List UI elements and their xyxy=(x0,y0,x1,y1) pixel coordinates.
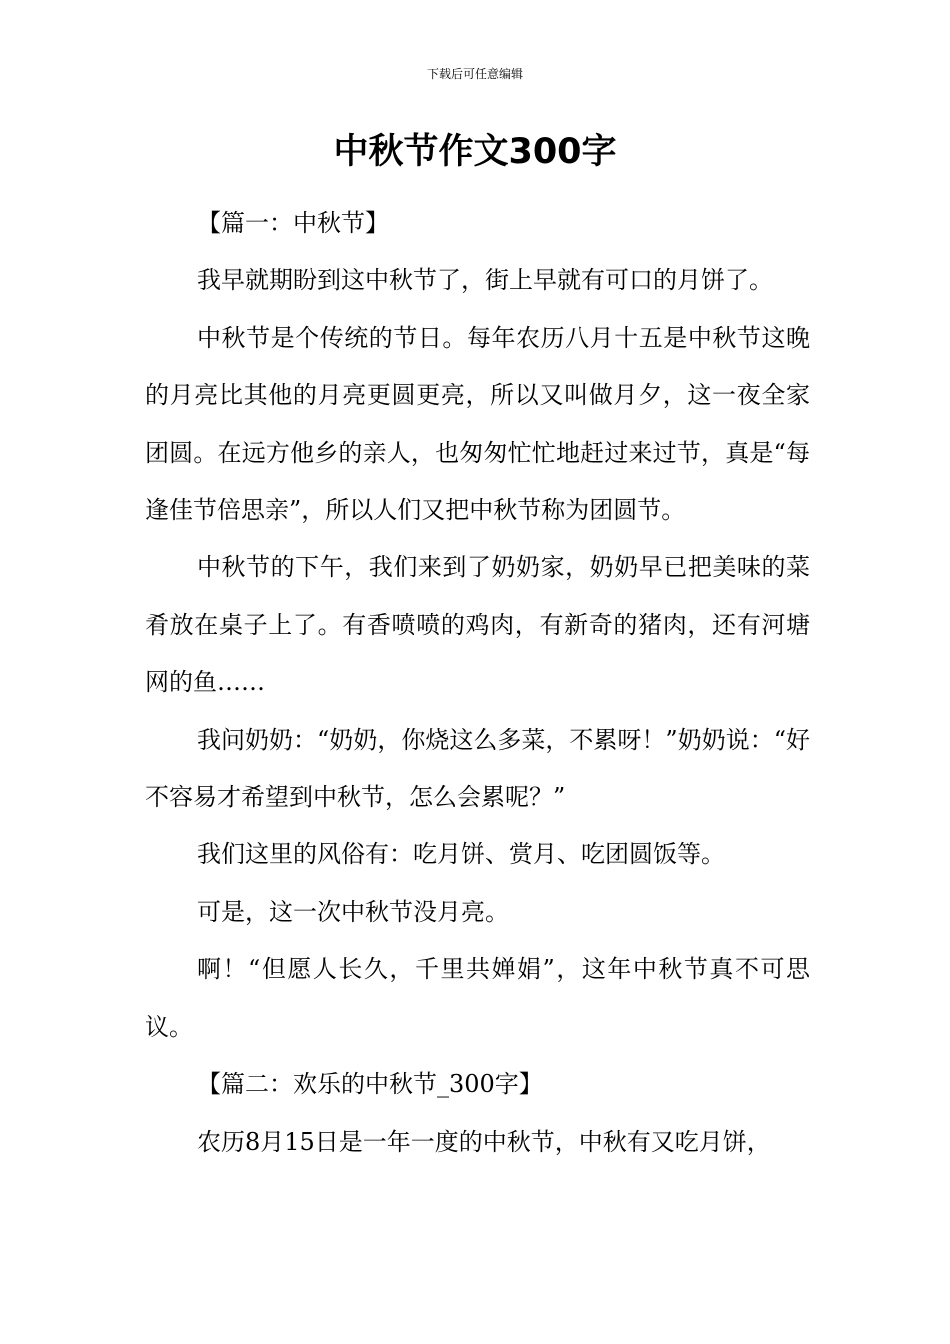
paragraph: 我早就期盼到这中秋节了，街上早就有可口的月饼了。 xyxy=(197,266,773,295)
paragraph: 啊！“但愿人长久，千里共婵娟”，这年中秋节真不可思议。 xyxy=(145,955,810,1041)
header-note: 下载后可任意编辑 xyxy=(426,67,523,81)
paragraph: 农历8月15日是一年一度的中秋节，中秋有又吃月饼， xyxy=(197,1127,771,1156)
paragraph: 我们这里的风俗有：吃月饼、赏月、吃团圆饭等。 xyxy=(197,840,725,869)
paragraph: 可是，这一次中秋节没月亮。 xyxy=(197,897,509,926)
paragraph: 中秋节是个传统的节日。每年农历八月十五是中秋节这晚的月亮比其他的月亮更圆更亮，所以又叫做月夕，这一夜全家团圆。在远方他乡的亲人，也匆匆忙忙地赶过来过节，真是“每逢佳节倍思亲”，所以人们又把中秋节称为团圆节。 xyxy=(145,323,810,525)
document-body xyxy=(145,195,810,1171)
paragraph: 我问奶奶：“奶奶，你烧这么多菜，不累呀！”奶奶说：“好不容易才希望到中秋节，怎么会累呢？” xyxy=(145,725,810,812)
paragraph: 中秋节的下午，我们来到了奶奶家，奶奶早已把美味的菜肴放在桌子上了。有香喷喷的鸡肉，有新奇的猪肉，还有河塘网的鱼…… xyxy=(145,553,810,697)
document-title: 中秋节作文300字 xyxy=(333,132,617,172)
section-heading-1: 【篇一：中秋节】 xyxy=(197,209,389,237)
section-heading-2: 【篇二：欢乐的中秋节_300字】 xyxy=(197,1070,543,1099)
